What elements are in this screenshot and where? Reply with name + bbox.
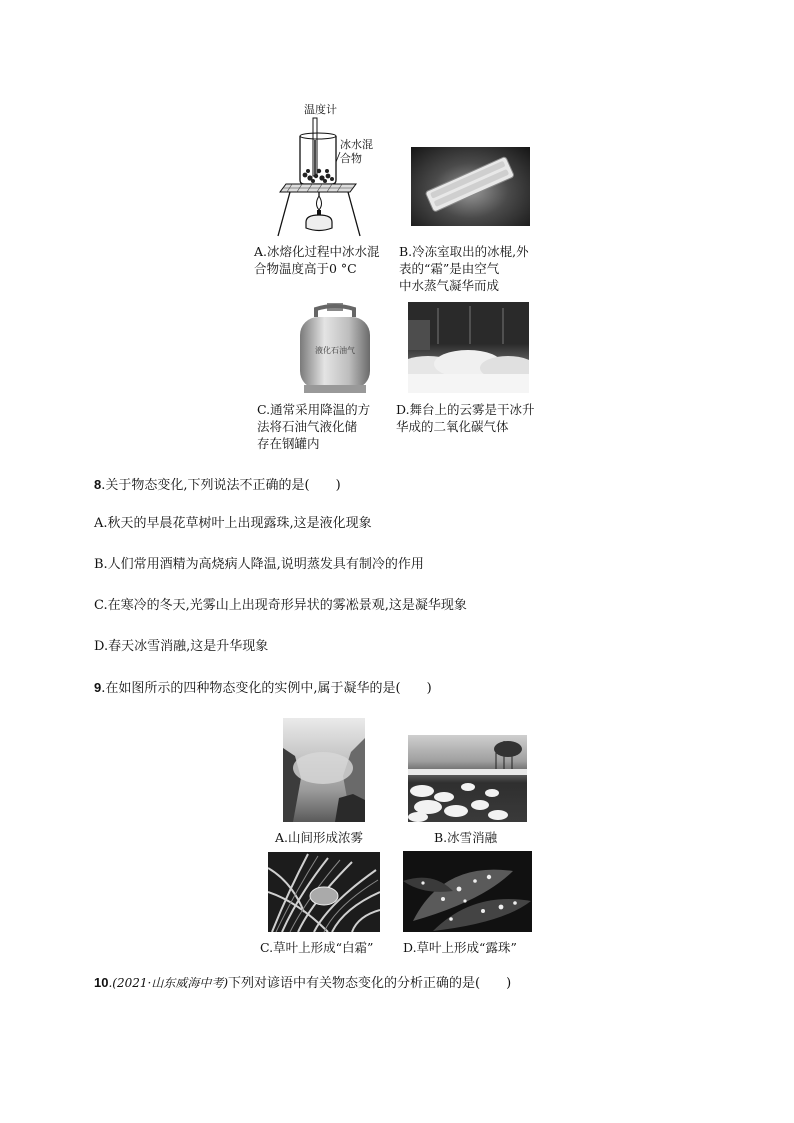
caption-9b: B.冰雪消融 bbox=[434, 830, 498, 845]
question-8-option-d: D.春天冰雪消融,这是升华现象 bbox=[94, 639, 269, 654]
question-source: .(2021·山东威海中考) bbox=[108, 976, 229, 990]
question-number: 10 bbox=[94, 975, 109, 990]
stage-fog-photo bbox=[408, 302, 529, 393]
question-9-stem: 9.在如图所示的四种物态变化的实例中,属于凝华的是( ) bbox=[94, 680, 432, 696]
caption-7c: C.通常采用降温的方 法将石油气液化储 存在钢罐内 bbox=[257, 402, 371, 451]
tank-label: 液化石油气 bbox=[315, 346, 355, 355]
caption-7b: B.冷冻室取出的冰棍,外 表的“霜”是由空气 中水蒸气凝华而成 bbox=[399, 244, 529, 293]
ice-pop-photo bbox=[411, 147, 530, 226]
ice-water-mixture-label: 冰水混 合物 bbox=[340, 138, 373, 165]
caption-9a: A.山间形成浓雾 bbox=[275, 830, 364, 845]
caption-7a: A.冰熔化过程中冰水混 合物温度高于0 °C bbox=[254, 244, 380, 276]
question-8-option-b: B.人们常用酒精为高烧病人降温,说明蒸发具有制冷的作用 bbox=[94, 557, 424, 572]
question-number: 9 bbox=[94, 680, 102, 695]
frost-on-grass-photo bbox=[268, 852, 380, 932]
gas-cylinder-photo bbox=[290, 301, 380, 394]
figure-melting-apparatus bbox=[272, 100, 380, 238]
thermometer-label: 温度计 bbox=[304, 103, 337, 116]
dew-on-leaves-photo bbox=[403, 851, 532, 932]
caption-9d: D.草叶上形成“露珠” bbox=[403, 940, 517, 955]
caption-7d: D.舞台上的云雾是干冰升 华成的二氧化碳气体 bbox=[396, 402, 535, 434]
question-8-option-c: C.在寒冷的冬天,光雾山上出现奇形异状的雾凇景观,这是凝华现象 bbox=[94, 598, 467, 613]
mountain-fog-photo bbox=[283, 718, 365, 822]
question-number: 8 bbox=[94, 477, 102, 492]
question-8-stem: 8.关于物态变化,下列说法不正确的是( ) bbox=[94, 477, 341, 493]
melting-snow-photo bbox=[408, 735, 527, 822]
question-8-option-a: A.秋天的早晨花草树叶上出现露珠,这是液化现象 bbox=[94, 516, 372, 531]
question-10-stem: 10.(2021·山东威海中考)下列对谚语中有关物态变化的分析正确的是( ) bbox=[94, 975, 512, 991]
caption-9c: C.草叶上形成“白霜” bbox=[260, 940, 374, 955]
